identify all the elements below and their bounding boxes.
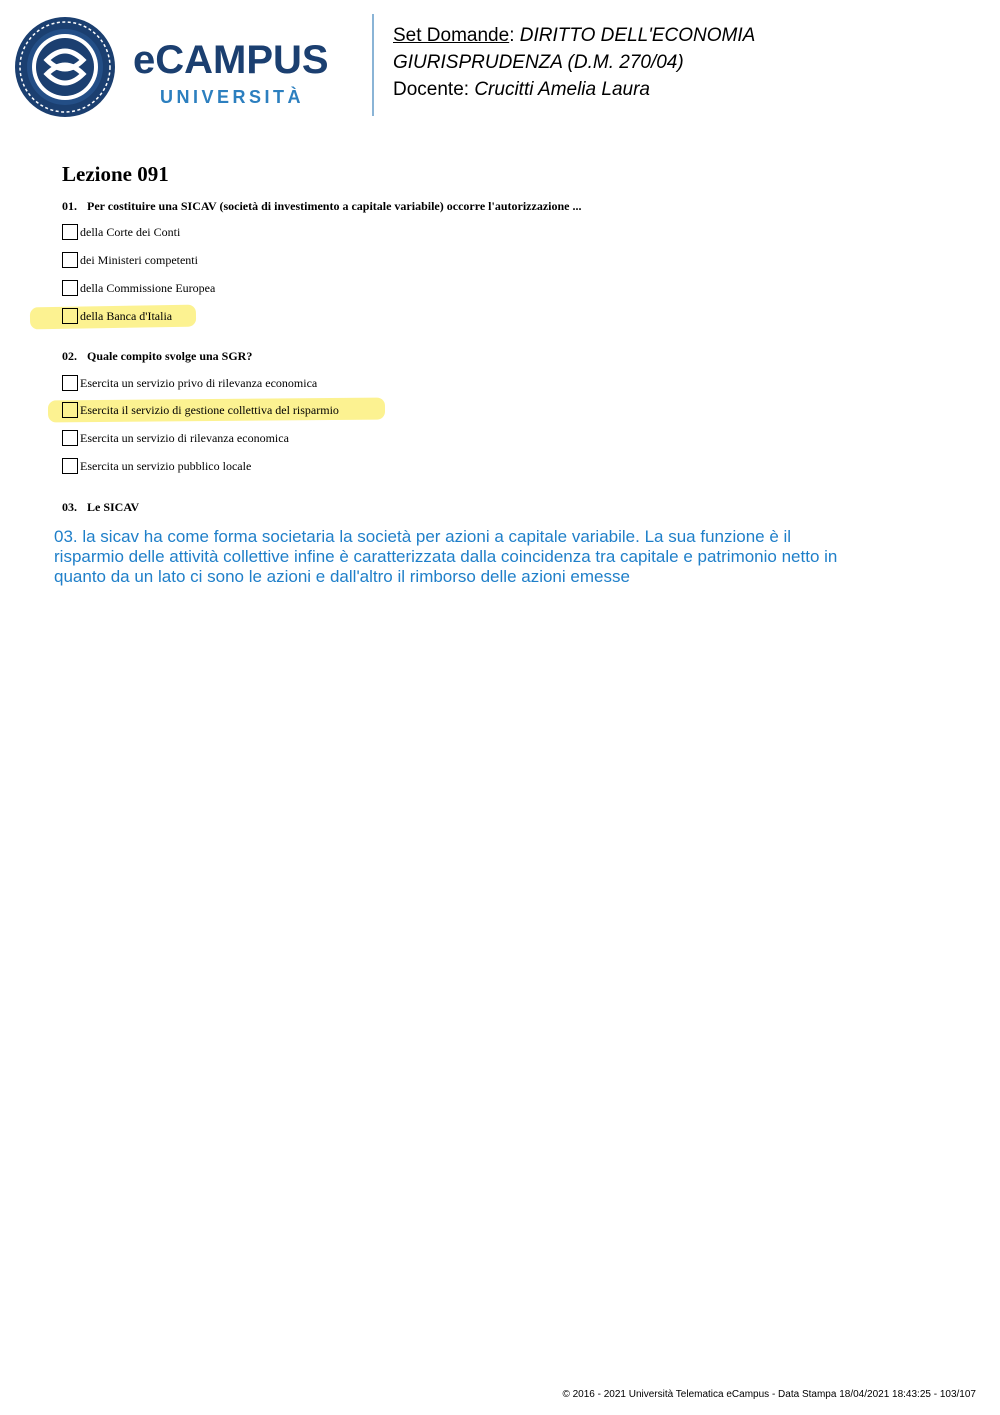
- option-label: Esercita un servizio privo di rilevanza economica: [80, 376, 318, 390]
- option-label: della Commissione Europea: [80, 281, 216, 295]
- ecampus-wordmark: eCAMPUS: [133, 38, 329, 82]
- course-name: DIRITTO DELL'ECONOMIA: [519, 25, 756, 46]
- option-checkbox[interactable]: [62, 280, 78, 296]
- option-checkbox[interactable]: [62, 308, 78, 324]
- option-label: Esercita un servizio di rilevanza economica: [80, 431, 289, 445]
- question-text: Per costituire una SICAV (società di investimento a capitale variabile) occorre l'autorizzazione ...: [87, 199, 582, 213]
- answer-note: 03. la sicav ha come forma societaria la società per azioni a capitale variabile. La sua funzione è il risparmio delle attività collettive infine è caratterizzata dalla coincidenza tra capitale e patrimonio netto in quanto da un lato ci sono le azioni e dall'altro il rimborso delle azioni emesse: [54, 527, 838, 586]
- question-02: [62, 349, 252, 364]
- universita-subtitle: UNIVERSITÀ: [160, 87, 305, 107]
- question-text: Le SICAV: [87, 500, 140, 514]
- course-info: Set Domande: DIRITTO DELL'ECONOMIA GIURISPRUDENZA (D.M. 270/04) Docente: Crucitti Amelia Laura: [393, 25, 756, 100]
- teacher-label: Docente:: [393, 79, 470, 100]
- option-label: della Banca d'Italia: [80, 309, 173, 323]
- teacher-name: Crucitti Amelia Laura: [474, 79, 650, 100]
- option-checkbox[interactable]: [62, 252, 78, 268]
- option-checkbox[interactable]: [62, 402, 78, 418]
- option-label: Esercita un servizio pubblico locale: [80, 459, 252, 473]
- question-number: 02.: [62, 349, 77, 363]
- question-01: [62, 199, 581, 214]
- page-header: [0, 0, 1000, 125]
- header-divider: [372, 14, 374, 116]
- option-checkbox[interactable]: [62, 375, 78, 391]
- question-text: Quale compito svolge una SGR?: [87, 349, 253, 363]
- option-label: della Corte dei Conti: [80, 225, 181, 239]
- question-number: 01.: [62, 199, 77, 213]
- course-degree: GIURISPRUDENZA (D.M. 270/04): [393, 52, 684, 73]
- ecampus-seal-logo: [14, 16, 116, 118]
- option-checkbox[interactable]: [62, 458, 78, 474]
- page-footer: © 2016 - 2021 Università Telematica eCampus - Data Stampa 18/04/2021 18:43:25 - 103/107: [562, 1389, 976, 1400]
- question-03: [62, 500, 139, 515]
- set-label: Set Domande: [393, 25, 510, 46]
- option-checkbox[interactable]: [62, 430, 78, 446]
- lesson-title: Lezione 091: [62, 162, 169, 186]
- option-label: dei Ministeri competenti: [80, 253, 198, 267]
- question-number: 03.: [62, 500, 77, 514]
- option-checkbox[interactable]: [62, 224, 78, 240]
- option-label: Esercita il servizio di gestione collettiva del risparmio: [80, 403, 339, 417]
